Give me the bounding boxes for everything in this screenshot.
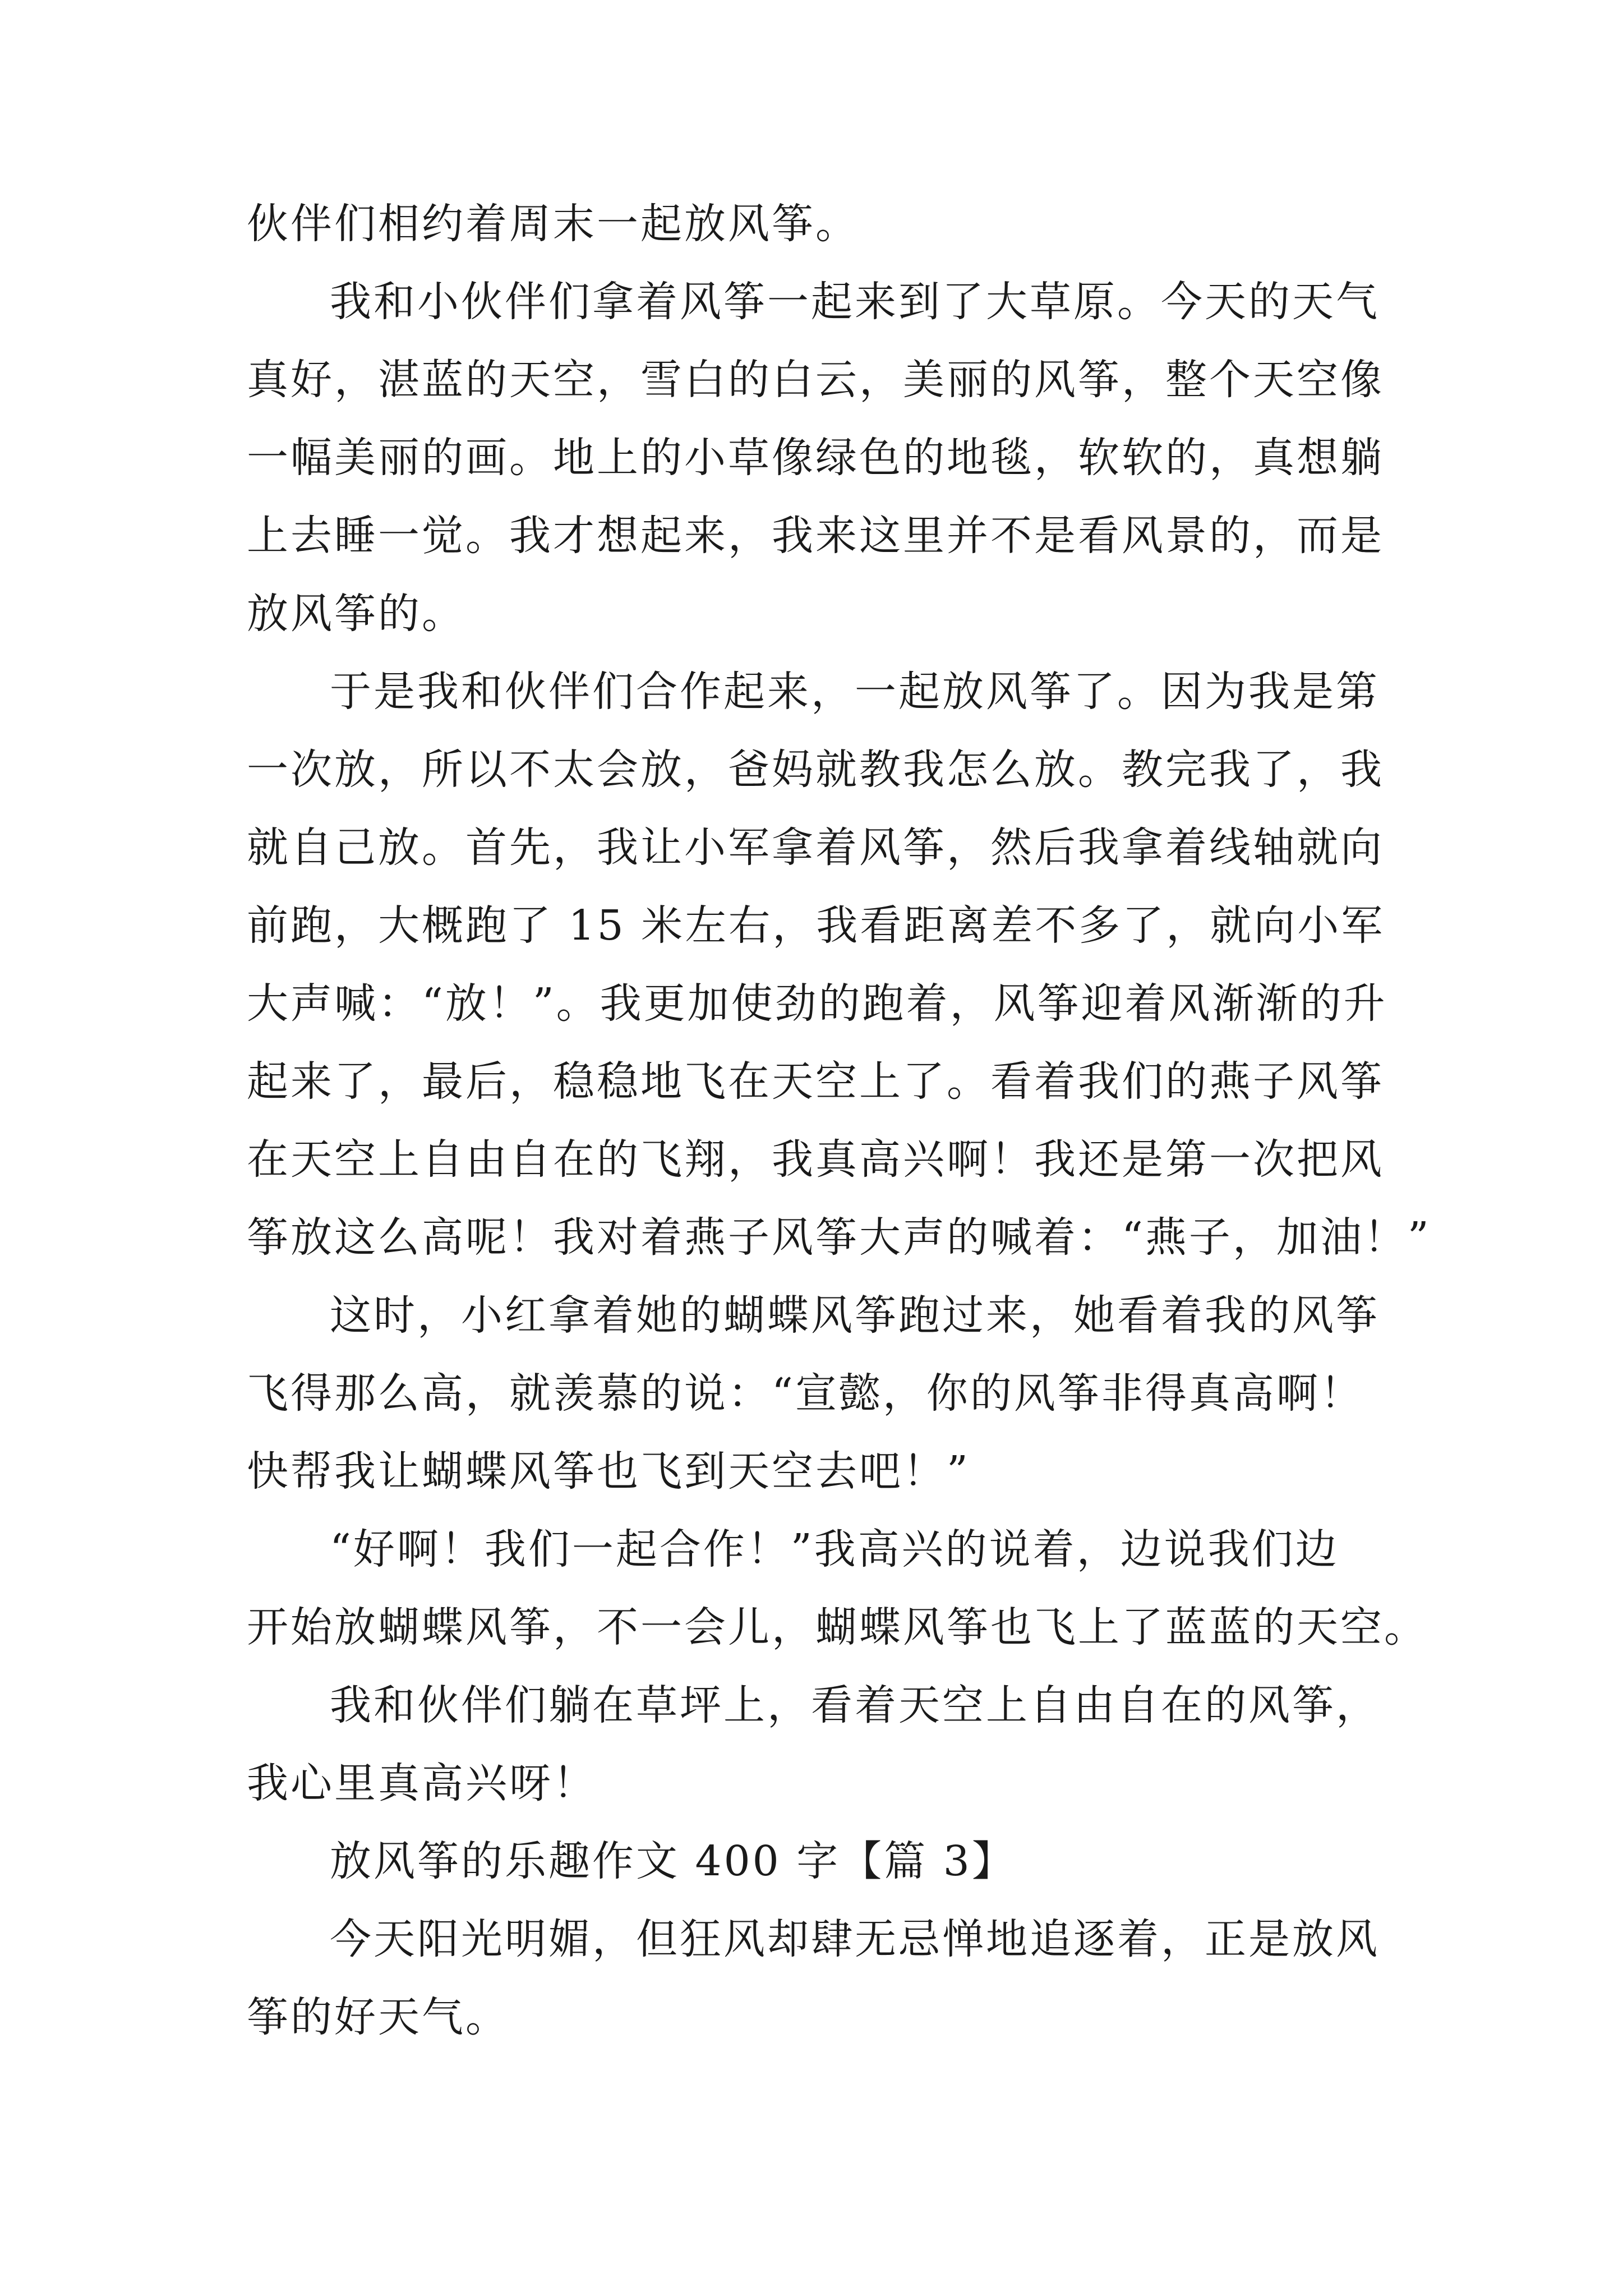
- text-line: 就自己放。首先，我让小军拿着风筝，然后我拿着线轴就向: [247, 823, 1384, 872]
- text-line: 筝的好天气。: [247, 1993, 509, 2041]
- text-line: 我心里真高兴呀！: [247, 1759, 597, 1807]
- text-line: 今天阳光明媚，但狂风却肆无忌惮地追逐着，正是放风: [330, 1915, 1380, 1963]
- text-line: 伙伴们相约着周末一起放风筝。: [247, 200, 859, 248]
- text-line: 前跑，大概跑了 15 米左右，我看距离差不多了，就向小军: [247, 901, 1385, 950]
- text-line: 真好，湛蓝的天空，雪白的白云，美丽的风筝，整个天空像: [247, 356, 1384, 404]
- text-line: 在天空上自由自在的飞翔，我真高兴啊！我还是第一次把风: [247, 1135, 1384, 1184]
- text-line: 快帮我让蝴蝶风筝也飞到天空去吧！”: [247, 1447, 970, 1496]
- text-line: 我和伙伴们躺在草坪上，看着天空上自由自在的风筝，: [330, 1681, 1380, 1729]
- text-line: “好啊！我们一起合作！”我高兴的说着，边说我们边: [330, 1525, 1339, 1573]
- text-line: 筝放这么高呢！我对着燕子风筝大声的喊着：“燕子，加油！”: [247, 1213, 1431, 1262]
- text-line: 一次放，所以不太会放，爸妈就教我怎么放。教完我了，我: [247, 746, 1384, 794]
- text-line: 开始放蝴蝶风筝，不一会儿，蝴蝶风筝也飞上了蓝蓝的天空。: [247, 1603, 1428, 1651]
- section-heading: 放风筝的乐趣作文 400 字【篇 3】: [330, 1837, 1016, 1885]
- text-line: 放风筝的。: [247, 590, 465, 638]
- text-line: 起来了，最后，稳稳地飞在天空上了。看着我们的燕子风筝: [247, 1057, 1384, 1106]
- essay-text: [247, 185, 1431, 2056]
- text-line: 飞得那么高，就羡慕的说：“宣懿，你的风筝非得真高啊！: [247, 1369, 1364, 1418]
- text-line: 这时，小红拿着她的蝴蝶风筝跑过来，她看着我的风筝: [330, 1291, 1380, 1340]
- text-line: 于是我和伙伴们合作起来，一起放风筝了。因为我是第: [330, 668, 1380, 716]
- text-line: 一幅美丽的画。地上的小草像绿色的地毯，软软的，真想躺: [247, 434, 1384, 482]
- text-line: 上去睡一觉。我才想起来，我来这里并不是看风景的，而是: [247, 512, 1384, 560]
- text-line: 我和小伙伴们拿着风筝一起来到了大草原。今天的天气: [330, 278, 1380, 326]
- text-line: 大声喊：“放！”。我更加使劲的跑着，风筝迎着风渐渐的升: [247, 979, 1387, 1028]
